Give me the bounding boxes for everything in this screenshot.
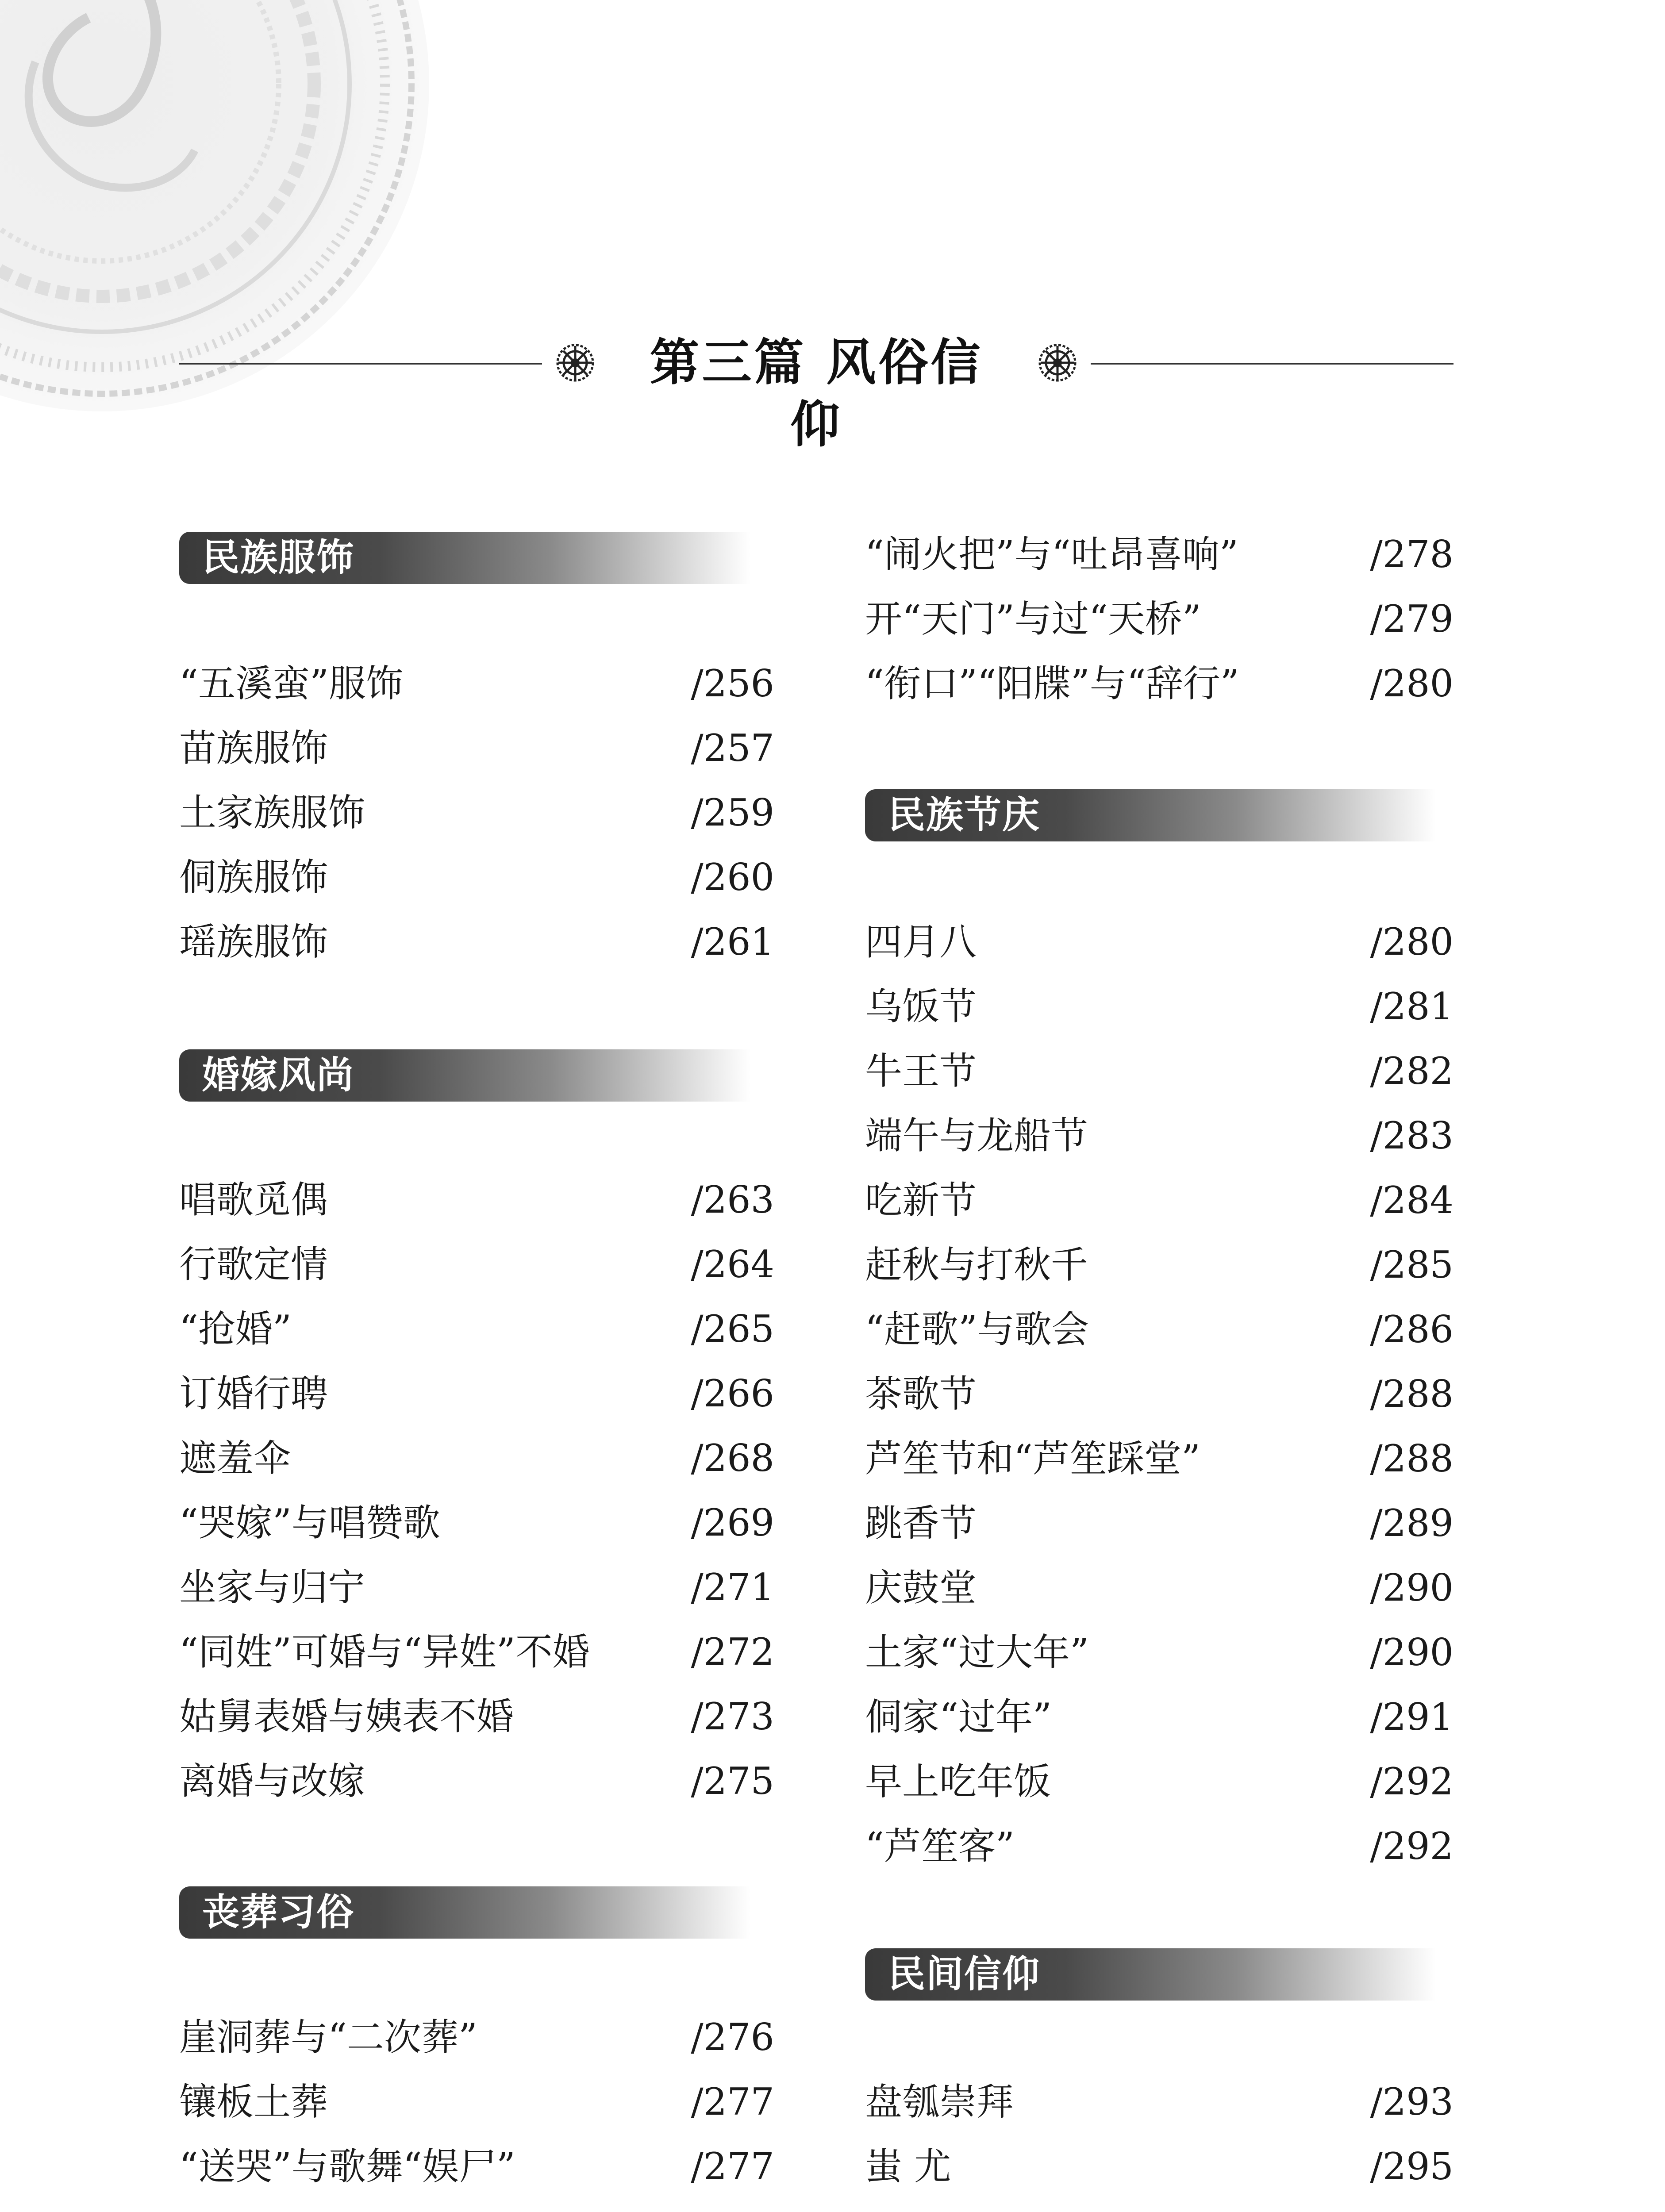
toc-entry[interactable]: [179, 1494, 774, 1551]
toc-entry[interactable]: [865, 1559, 1454, 1617]
entry-page: /277: [691, 2145, 774, 2188]
section-title: 民族服饰: [202, 536, 355, 579]
entry-page: /273: [691, 1695, 774, 1738]
entry-page: /265: [691, 1307, 774, 1351]
entry-page: /293: [1370, 2080, 1454, 2124]
toc-entry[interactable]: [179, 1236, 774, 1293]
entry-page: /280: [1370, 920, 1454, 964]
entry-title: “衔口”“阳牒”与“辞行”: [865, 662, 1239, 705]
toc-entry[interactable]: [179, 2138, 774, 2195]
toc-entry[interactable]: [179, 1688, 774, 1745]
entry-page: /282: [1370, 1049, 1454, 1093]
entry-page: /277: [691, 2080, 774, 2124]
entry-title: 跳香节: [865, 1502, 977, 1545]
toc-entry[interactable]: [865, 1817, 1454, 1875]
toc-entry[interactable]: [179, 1559, 774, 1616]
entry-page: /257: [691, 726, 774, 770]
entry-title: “同姓”可婚与“异姓”不婚: [179, 1630, 590, 1674]
page-header: [179, 323, 1454, 453]
page-title: 第三篇 风俗信仰: [650, 334, 983, 453]
toc-entry[interactable]: [865, 1171, 1454, 1229]
entry-title: “闹火把”与“吐昂喜响”: [865, 533, 1238, 576]
entry-page: /292: [1370, 1760, 1454, 1803]
toc-entry[interactable]: [865, 1430, 1454, 1487]
entry-page: /283: [1370, 1114, 1454, 1157]
toc-entry[interactable]: [865, 590, 1454, 648]
toc-entry[interactable]: [865, 1236, 1454, 1294]
entry-title: “五溪蛮”服饰: [179, 662, 403, 705]
entry-page: /256: [691, 662, 774, 705]
section-banner-clothing: [179, 532, 750, 584]
entry-title: 赶秋与打秋千: [865, 1243, 1088, 1286]
entry-page: /278: [1370, 533, 1454, 576]
entry-page: /291: [1370, 1695, 1454, 1739]
section-title: 丧葬习俗: [202, 1890, 355, 1934]
entry-title: 开“天门”与过“天桥”: [865, 597, 1201, 641]
entry-title: “抢婚”: [179, 1307, 292, 1351]
toc-entry[interactable]: [865, 1753, 1454, 1810]
entry-page: /259: [691, 791, 774, 834]
entry-title: 土家族服饰: [179, 791, 365, 834]
entry-title: 姑舅表婚与姨表不婚: [179, 1695, 514, 1738]
entry-page: /264: [691, 1243, 774, 1286]
toc-entry[interactable]: [865, 1301, 1454, 1358]
entry-page: /290: [1370, 1631, 1454, 1674]
toc-entry[interactable]: [865, 2073, 1454, 2131]
toc-entry[interactable]: [179, 719, 774, 777]
toc-entry[interactable]: [865, 1107, 1454, 1164]
entry-title: 庆鼓堂: [865, 1566, 977, 1609]
entry-page: /276: [691, 2016, 774, 2059]
entry-title: 四月八: [865, 920, 977, 964]
toc-entry[interactable]: [179, 1171, 774, 1229]
entry-page: /263: [691, 1178, 774, 1221]
entry-title: 盘瓠崇拜: [865, 2080, 1014, 2124]
toc-entry[interactable]: [865, 1494, 1454, 1552]
rosette-right-icon: [1035, 341, 1080, 385]
entry-page: /281: [1370, 985, 1454, 1028]
toc-entry[interactable]: [865, 913, 1454, 971]
toc-entry[interactable]: [865, 978, 1454, 1035]
entry-title: 乌饭节: [865, 985, 977, 1028]
entry-title: 离婚与改嫁: [179, 1759, 365, 1803]
entry-title: 坐家与归宁: [179, 1566, 365, 1609]
toc-entry[interactable]: [179, 1365, 774, 1422]
entry-page: /284: [1370, 1179, 1454, 1222]
title-rule-left: [179, 363, 542, 365]
entry-title: 行歌定情: [179, 1243, 328, 1286]
toc-entry[interactable]: [179, 1300, 774, 1358]
toc-entry[interactable]: [865, 2138, 1454, 2195]
section-banner-festivals: [865, 789, 1436, 841]
entry-page: /260: [691, 856, 774, 899]
entry-title: 早上吃年饭: [865, 1760, 1051, 1803]
entry-title: 侗族服饰: [179, 856, 328, 899]
entry-title: 土家“过大年”: [865, 1631, 1089, 1674]
toc-entry[interactable]: [179, 1752, 774, 1810]
toc-entry[interactable]: [179, 2073, 774, 2131]
section-banner-beliefs: [865, 1948, 1436, 2001]
entry-title: 牛王节: [865, 1049, 977, 1093]
entry-page: /261: [691, 920, 774, 964]
entry-title: 遮羞伞: [179, 1436, 291, 1480]
toc-entry[interactable]: [179, 1429, 774, 1487]
entry-title: 吃新节: [865, 1179, 977, 1222]
toc-entry[interactable]: [179, 2008, 774, 2066]
entry-title: 蚩 尤: [865, 2145, 951, 2188]
toc-entry[interactable]: [865, 655, 1454, 712]
toc-entry[interactable]: [865, 1624, 1454, 1681]
section-title: 民族节庆: [888, 793, 1041, 837]
title-rule-right: [1091, 363, 1454, 365]
entry-page: /280: [1370, 662, 1454, 705]
toc-entry[interactable]: [865, 1042, 1454, 1100]
entry-title: “芦笙客”: [865, 1824, 1015, 1868]
entry-title: 端午与龙船节: [865, 1114, 1088, 1157]
entry-title: 苗族服饰: [179, 726, 328, 770]
section-banner-marriage: [179, 1049, 750, 1102]
entry-page: /289: [1370, 1502, 1454, 1545]
entry-page: /271: [691, 1566, 774, 1609]
entry-title: 订婚行聘: [179, 1372, 328, 1415]
entry-page: /290: [1370, 1566, 1454, 1609]
entry-title: 芦笙节和“芦笙踩堂”: [865, 1437, 1200, 1480]
entry-page: /272: [691, 1630, 774, 1674]
rosette-left-icon: [553, 341, 597, 385]
toc-entry[interactable]: [179, 655, 774, 712]
entry-title: “哭嫁”与唱赞歌: [179, 1501, 440, 1544]
entry-title: 唱歌觅偶: [179, 1178, 328, 1221]
entry-page: /288: [1370, 1372, 1454, 1416]
entry-page: /285: [1370, 1243, 1454, 1286]
toc-entry[interactable]: [179, 784, 774, 841]
entry-page: /275: [691, 1759, 774, 1803]
entry-page: /268: [691, 1436, 774, 1480]
entry-title: “赶歌”与歌会: [865, 1308, 1089, 1351]
toc-entry[interactable]: [865, 1365, 1454, 1423]
section-title: 婚嫁风尚: [202, 1053, 355, 1097]
toc-entry[interactable]: [179, 913, 774, 971]
toc-entry[interactable]: [179, 849, 774, 906]
entry-title: 崖洞葬与“二次葬”: [179, 2016, 477, 2059]
section-title: 民间信仰: [888, 1952, 1041, 1996]
entry-page: /269: [691, 1501, 774, 1544]
entry-page: /288: [1370, 1437, 1454, 1480]
toc-entry[interactable]: [865, 526, 1454, 583]
toc-entry[interactable]: [179, 1623, 774, 1681]
entry-page: /279: [1370, 597, 1454, 641]
entry-title: “送哭”与歌舞“娱尸”: [179, 2145, 515, 2188]
entry-page: /292: [1370, 1824, 1454, 1868]
section-banner-funeral: [179, 1886, 750, 1939]
entry-page: /286: [1370, 1308, 1454, 1351]
entry-title: 瑶族服饰: [179, 920, 328, 964]
entry-page: /295: [1370, 2145, 1454, 2188]
entry-title: 侗家“过年”: [865, 1695, 1052, 1739]
entry-title: 镶板土葬: [179, 2080, 328, 2124]
entry-title: 茶歌节: [865, 1372, 977, 1416]
entry-page: /266: [691, 1372, 774, 1415]
toc-entry[interactable]: [865, 1688, 1454, 1746]
